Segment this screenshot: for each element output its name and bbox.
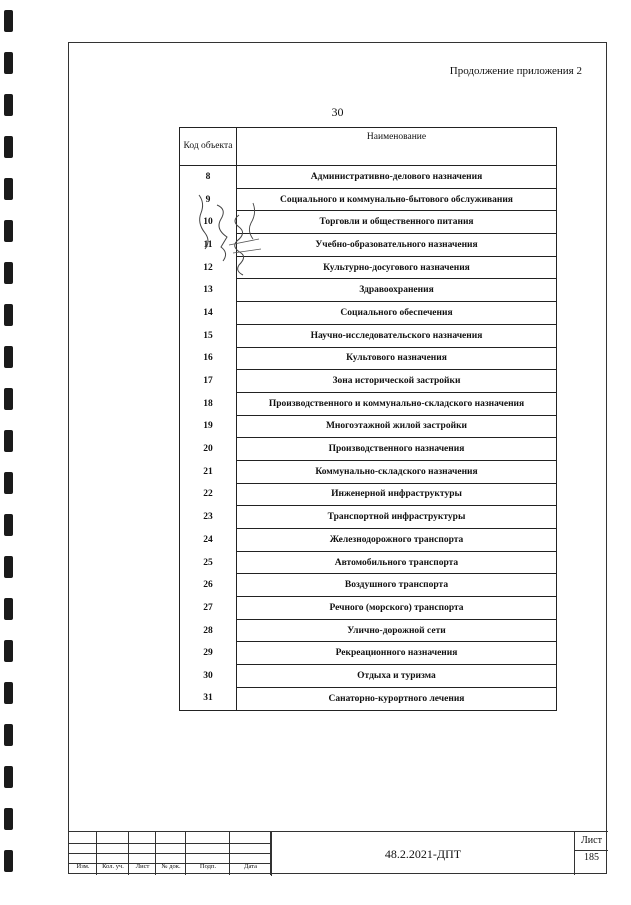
binding-hole xyxy=(4,808,13,830)
row-code: 15 xyxy=(180,324,237,347)
table-row xyxy=(180,188,557,211)
sheet-number: 185 xyxy=(584,852,599,863)
title-block-labels xyxy=(69,863,271,875)
table-row xyxy=(180,234,557,257)
table-row xyxy=(180,166,557,189)
row-code: 22 xyxy=(180,483,237,506)
document-code: 48.2.2021-ДПТ xyxy=(271,831,574,876)
row-name: Социального и коммунально-бытового обслуживания xyxy=(237,188,557,211)
table-row xyxy=(180,256,557,279)
sheet-box xyxy=(574,831,608,875)
binding-hole xyxy=(4,766,13,788)
row-code: 10 xyxy=(180,211,237,234)
binding-hole xyxy=(4,94,13,116)
continuation-note: Продолжение приложения 2 xyxy=(449,65,582,77)
binding-hole xyxy=(4,220,13,242)
table-row xyxy=(180,438,557,461)
row-name: Коммунально-складского назначения xyxy=(237,460,557,483)
binding-hole xyxy=(4,724,13,746)
row-name: Административно-делового назначения xyxy=(237,166,557,189)
row-code: 16 xyxy=(180,347,237,370)
binding-hole xyxy=(4,262,13,284)
row-name: Зона исторической застройки xyxy=(237,370,557,393)
row-name: Культового назначения xyxy=(237,347,557,370)
row-code: 29 xyxy=(180,642,237,665)
row-name: Производственного назначения xyxy=(237,438,557,461)
row-code: 30 xyxy=(180,665,237,688)
table-row xyxy=(180,687,557,710)
title-block xyxy=(69,831,608,875)
table-row xyxy=(180,597,557,620)
row-name: Речного (морского) транспорта xyxy=(237,597,557,620)
row-code: 19 xyxy=(180,415,237,438)
label-signature: Подп. xyxy=(199,863,217,870)
row-code: 20 xyxy=(180,438,237,461)
table-header-row xyxy=(180,128,557,166)
row-name: Культурно-досугового назначения xyxy=(237,256,557,279)
label-sheet: Лист xyxy=(135,863,150,870)
table-row xyxy=(180,392,557,415)
row-name: Производственного и коммунально-складского назначения xyxy=(237,392,557,415)
binding-hole xyxy=(4,52,13,74)
table-row xyxy=(180,642,557,665)
row-code: 11 xyxy=(180,234,237,257)
row-code: 31 xyxy=(180,687,237,710)
sheet-label: Лист xyxy=(575,832,608,851)
label-doc-no: № док. xyxy=(161,863,181,870)
row-name: Инженерной инфраструктуры xyxy=(237,483,557,506)
row-name: Отдыха и туризма xyxy=(237,665,557,688)
binding-hole xyxy=(4,178,13,200)
row-name: Научно-исследовательского назначения xyxy=(237,324,557,347)
row-name: Транспортной инфраструктуры xyxy=(237,506,557,529)
binding-hole xyxy=(4,346,13,368)
row-code: 23 xyxy=(180,506,237,529)
row-name: Социального обеспечения xyxy=(237,302,557,325)
table-row xyxy=(180,324,557,347)
row-code: 28 xyxy=(180,619,237,642)
binding-hole xyxy=(4,388,13,410)
table-row xyxy=(180,211,557,234)
row-code: 24 xyxy=(180,529,237,552)
row-code: 21 xyxy=(180,460,237,483)
row-name: Рекреационного назначения xyxy=(237,642,557,665)
table-row xyxy=(180,279,557,302)
row-name: Улично-дорожной сети xyxy=(237,619,557,642)
row-code: 18 xyxy=(180,392,237,415)
label-date: Дата xyxy=(244,863,257,870)
binding-hole xyxy=(4,10,13,32)
binding-holes xyxy=(0,0,22,905)
binding-hole xyxy=(4,850,13,872)
binding-hole xyxy=(4,598,13,620)
binding-hole xyxy=(4,640,13,662)
binding-hole xyxy=(4,472,13,494)
row-name: Железнодорожного транспорта xyxy=(237,529,557,552)
binding-hole xyxy=(4,514,13,536)
row-code: 14 xyxy=(180,302,237,325)
row-name: Здравоохранения xyxy=(237,279,557,302)
grid-line xyxy=(69,853,271,854)
table-row xyxy=(180,574,557,597)
table-row xyxy=(180,460,557,483)
label-count: Кол. уч. xyxy=(102,863,124,870)
label-change: Изм. xyxy=(76,863,90,870)
table-row xyxy=(180,619,557,642)
row-name: Торговли и общественного питания xyxy=(237,211,557,234)
row-code: 9 xyxy=(180,188,237,211)
binding-hole xyxy=(4,682,13,704)
page-number: 30 xyxy=(331,105,344,119)
column-header-code: Код объекта xyxy=(180,128,237,166)
table-row xyxy=(180,302,557,325)
table-row xyxy=(180,665,557,688)
row-code: 25 xyxy=(180,551,237,574)
binding-hole xyxy=(4,304,13,326)
row-name: Санаторно-курортного лечения xyxy=(237,687,557,710)
table-row xyxy=(180,347,557,370)
table-body xyxy=(180,166,557,711)
object-codes-table xyxy=(179,127,557,711)
row-name: Учебно-образовательного назначения xyxy=(237,234,557,257)
row-code: 12 xyxy=(180,256,237,279)
column-header-name: Наименование xyxy=(237,128,557,166)
row-name: Автомобильного транспорта xyxy=(237,551,557,574)
binding-hole xyxy=(4,556,13,578)
row-code: 27 xyxy=(180,597,237,620)
table-row xyxy=(180,415,557,438)
binding-hole xyxy=(4,136,13,158)
table-row xyxy=(180,483,557,506)
table-row xyxy=(180,551,557,574)
table-row xyxy=(180,370,557,393)
row-name: Многоэтажной жилой застройки xyxy=(237,415,557,438)
row-code: 13 xyxy=(180,279,237,302)
row-code: 26 xyxy=(180,574,237,597)
table-row xyxy=(180,506,557,529)
grid-line xyxy=(69,843,271,844)
binding-hole xyxy=(4,430,13,452)
page-frame xyxy=(68,42,607,874)
row-code: 17 xyxy=(180,370,237,393)
row-name: Воздушного транспорта xyxy=(237,574,557,597)
row-code: 8 xyxy=(180,166,237,189)
table-row xyxy=(180,529,557,552)
